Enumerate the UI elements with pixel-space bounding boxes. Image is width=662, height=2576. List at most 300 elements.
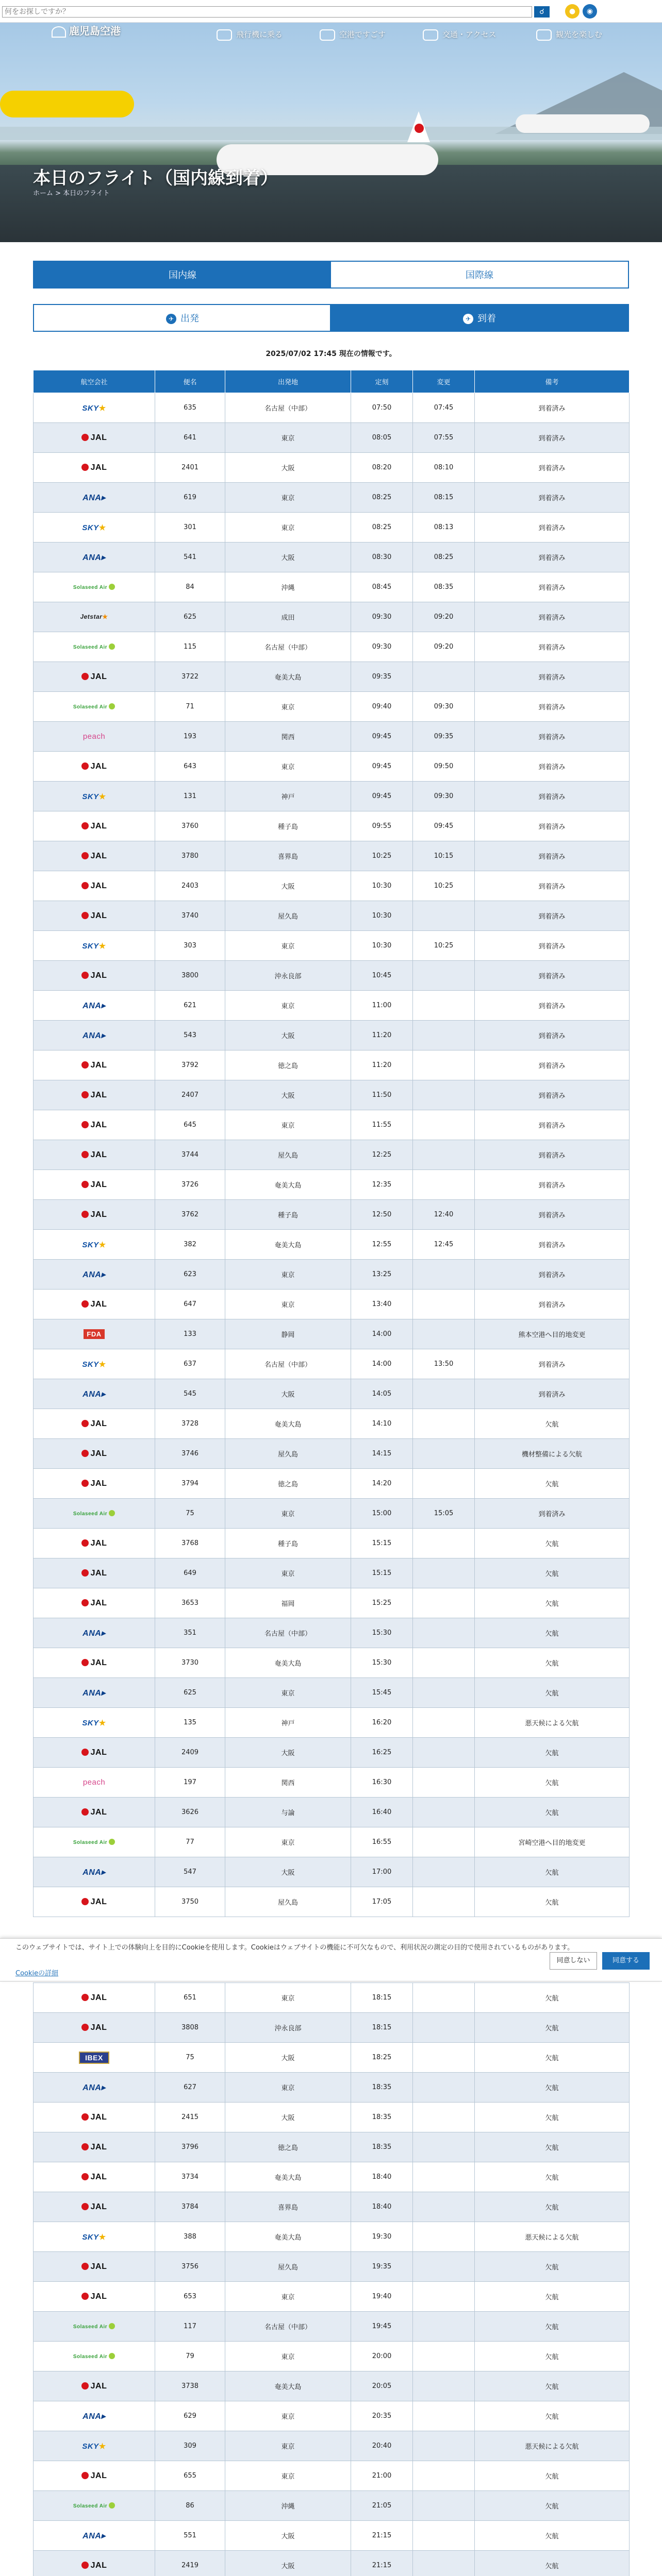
- table-row: [34, 692, 630, 722]
- origin-cell: 東京: [225, 2073, 351, 2103]
- flight-number-cell: 75: [155, 1499, 225, 1529]
- remarks-cell: 欠航: [475, 1798, 630, 1827]
- remarks-cell: 到着済み: [475, 1170, 630, 1200]
- origin-cell: 徳之島: [225, 1050, 351, 1080]
- changed-time-cell: 13:50: [413, 1349, 475, 1379]
- changed-time-cell: 08:13: [413, 513, 475, 543]
- solaseed-logo-icon: Solaseed Air: [73, 584, 115, 590]
- jal-logo-icon: JAL: [81, 2292, 107, 2301]
- origin-cell: 奄美大島: [225, 1230, 351, 1260]
- ana-logo-icon: ANA▸: [82, 1001, 106, 1010]
- origin-cell: 種子島: [225, 1529, 351, 1558]
- airline-cell: [34, 1080, 155, 1110]
- table-row: [34, 1887, 630, 1917]
- scheduled-time-cell: 18:40: [351, 2162, 413, 2192]
- scheduled-time-cell: 12:55: [351, 1230, 413, 1260]
- flight-number-cell: 653: [155, 2282, 225, 2312]
- remarks-cell: 欠航: [475, 2282, 630, 2312]
- airline-cell: [34, 2551, 155, 2576]
- remarks-cell: 欠航: [475, 2342, 630, 2371]
- scheduled-time-cell: 09:45: [351, 782, 413, 811]
- scheduled-time-cell: 08:05: [351, 423, 413, 453]
- scheduled-time-cell: 11:00: [351, 991, 413, 1021]
- changed-time-cell: [413, 2043, 475, 2073]
- changed-time-cell: [413, 2282, 475, 2312]
- col-changed: 変更: [413, 370, 475, 393]
- flight-number-cell: 541: [155, 543, 225, 572]
- airline-cell: [34, 483, 155, 513]
- remarks-cell: 宮崎空港へ目的地変更: [475, 1827, 630, 1857]
- remarks-cell: 欠航: [475, 1558, 630, 1588]
- remarks-cell: 欠航: [475, 2521, 630, 2551]
- solaseed-logo-icon: Solaseed Air: [73, 2353, 115, 2360]
- airline-cell: [34, 1409, 155, 1439]
- site-logo[interactable]: [52, 23, 121, 38]
- remarks-cell: 到着済み: [475, 1050, 630, 1080]
- table-row: [34, 811, 630, 841]
- table-row: [34, 1021, 630, 1050]
- table-row: [34, 1290, 630, 1319]
- breadcrumb[interactable]: ホーム > 本日のフライト: [33, 190, 110, 197]
- direction-tabs: [33, 304, 629, 332]
- origin-cell: 大阪: [225, 2521, 351, 2551]
- airline-cell: [34, 1798, 155, 1827]
- remarks-cell: 到着済み: [475, 453, 630, 483]
- airline-cell: [34, 2461, 155, 2491]
- table-row: [34, 393, 630, 423]
- changed-time-cell: [413, 1290, 475, 1319]
- origin-cell: 福岡: [225, 1588, 351, 1618]
- scheduled-time-cell: 19:35: [351, 2252, 413, 2282]
- jal-logo-icon: JAL: [81, 1061, 107, 1070]
- remarks-cell: 悪天候による欠航: [475, 2431, 630, 2461]
- table-row: [34, 901, 630, 931]
- jal-logo-icon: JAL: [81, 2561, 107, 2570]
- tab-international[interactable]: [330, 261, 629, 289]
- scheduled-time-cell: 15:45: [351, 1678, 413, 1708]
- tab-arrivals[interactable]: [330, 304, 629, 332]
- ana-logo-icon: ANA▸: [82, 2083, 106, 2092]
- airline-cell: [34, 2043, 155, 2073]
- remarks-cell: 到着済み: [475, 1290, 630, 1319]
- tab-international-label: 国際線: [466, 270, 493, 281]
- airline-cell: [34, 2073, 155, 2103]
- origin-cell: 名古屋（中部）: [225, 2312, 351, 2342]
- jal-logo-icon: JAL: [81, 971, 107, 980]
- table-row: [34, 543, 630, 572]
- table-row: [34, 513, 630, 543]
- jal-logo-icon: JAL: [81, 1993, 107, 2003]
- remarks-cell: 到着済み: [475, 1499, 630, 1529]
- scheduled-time-cell: 14:00: [351, 1349, 413, 1379]
- changed-time-cell: [413, 2371, 475, 2401]
- table-row: [34, 423, 630, 453]
- jal-logo-icon: JAL: [81, 433, 107, 443]
- remarks-cell: 欠航: [475, 1887, 630, 1917]
- jal-logo-icon: JAL: [81, 1449, 107, 1459]
- flight-number-cell: 655: [155, 2461, 225, 2491]
- flight-number-cell: 351: [155, 1618, 225, 1648]
- remarks-cell: 到着済み: [475, 543, 630, 572]
- scheduled-time-cell: 21:15: [351, 2551, 413, 2576]
- origin-cell: 屋久島: [225, 1439, 351, 1469]
- airline-cell: [34, 1827, 155, 1857]
- airline-cell: [34, 1499, 155, 1529]
- origin-cell: 関西: [225, 722, 351, 752]
- updated-timestamp: 2025/07/02 17:45 現在の情報です。: [266, 350, 396, 358]
- origin-cell: 大阪: [225, 2551, 351, 2576]
- scheduled-time-cell: 16:30: [351, 1768, 413, 1798]
- scheduled-time-cell: 21:05: [351, 2491, 413, 2521]
- remarks-cell: 到着済み: [475, 1349, 630, 1379]
- airline-cell: [34, 752, 155, 782]
- flight-number-cell: 3746: [155, 1439, 225, 1469]
- col-airline: 航空会社: [34, 370, 155, 393]
- flight-number-cell: 625: [155, 1678, 225, 1708]
- table-row: [34, 752, 630, 782]
- page-title: 本日のフライト（国内線到着）: [33, 168, 278, 189]
- origin-cell: 屋久島: [225, 901, 351, 931]
- airline-cell: [34, 2252, 155, 2282]
- flight-number-cell: 623: [155, 1260, 225, 1290]
- jal-logo-icon: JAL: [81, 2023, 107, 2032]
- origin-cell: 東京: [225, 483, 351, 513]
- flight-number-cell: 3780: [155, 841, 225, 871]
- nav-fly[interactable]: [217, 29, 283, 49]
- jal-logo-icon: JAL: [81, 2382, 107, 2391]
- remarks-cell: 熊本空港へ目的地変更: [475, 1319, 630, 1349]
- origin-cell: 喜界島: [225, 2192, 351, 2222]
- scheduled-time-cell: 10:45: [351, 961, 413, 991]
- cookie-details-link[interactable]: Cookieの詳細: [15, 1970, 59, 1977]
- table-row: [34, 602, 630, 632]
- departure-icon: ✈: [166, 314, 176, 324]
- table-row: [34, 2192, 630, 2222]
- jal-logo-icon: JAL: [81, 1150, 107, 1160]
- hero-tail-logo: [415, 124, 424, 133]
- cookie-banner: [0, 1938, 662, 1981]
- search-button[interactable]: [534, 6, 550, 18]
- origin-cell: 成田: [225, 602, 351, 632]
- accessibility-icon[interactable]: ◉: [583, 4, 597, 19]
- changed-time-cell: [413, 961, 475, 991]
- table-row: [34, 2342, 630, 2371]
- airline-cell: [34, 1469, 155, 1499]
- flight-number-cell: 651: [155, 1983, 225, 2013]
- remarks-cell: 到着済み: [475, 991, 630, 1021]
- origin-cell: 東京: [225, 752, 351, 782]
- scheduled-time-cell: 14:05: [351, 1379, 413, 1409]
- jal-logo-icon: JAL: [81, 672, 107, 682]
- jal-logo-icon: JAL: [81, 1539, 107, 1548]
- airline-cell: [34, 811, 155, 841]
- scheduled-time-cell: 14:10: [351, 1409, 413, 1439]
- table-row: [34, 1170, 630, 1200]
- airline-cell: [34, 692, 155, 722]
- flight-number-cell: 3734: [155, 2162, 225, 2192]
- changed-time-cell: [413, 1887, 475, 1917]
- origin-cell: 東京: [225, 931, 351, 961]
- flight-number-cell: 545: [155, 1379, 225, 1409]
- cookie-accept-button[interactable]: 同意する: [602, 1952, 650, 1970]
- ana-logo-icon: ANA▸: [82, 1688, 106, 1698]
- sky-logo-icon: SKY★: [82, 403, 106, 413]
- scheduled-time-cell: 10:30: [351, 871, 413, 901]
- changed-time-cell: [413, 1798, 475, 1827]
- remarks-cell: 欠航: [475, 1618, 630, 1648]
- scheduled-time-cell: 16:20: [351, 1708, 413, 1738]
- remarks-cell: 欠航: [475, 1648, 630, 1678]
- flight-number-cell: 619: [155, 483, 225, 513]
- flight-number-cell: 551: [155, 2521, 225, 2551]
- solaseed-logo-icon: Solaseed Air: [73, 1510, 115, 1517]
- scheduled-time-cell: 20:35: [351, 2401, 413, 2431]
- changed-time-cell: 09:35: [413, 722, 475, 752]
- remarks-cell: 到着済み: [475, 692, 630, 722]
- tab-departures[interactable]: [33, 304, 332, 332]
- nav-sightseeing[interactable]: [536, 29, 602, 49]
- remarks-cell: 欠航: [475, 2043, 630, 2073]
- changed-time-cell: [413, 1983, 475, 2013]
- airline-cell: [34, 632, 155, 662]
- airline-cell: [34, 1050, 155, 1080]
- origin-cell: 神戸: [225, 1708, 351, 1738]
- changed-time-cell: [413, 2132, 475, 2162]
- scheduled-time-cell: 09:45: [351, 752, 413, 782]
- origin-cell: 東京: [225, 1110, 351, 1140]
- airline-cell: [34, 1708, 155, 1738]
- airline-cell: [34, 1618, 155, 1648]
- scheduled-time-cell: 08:30: [351, 543, 413, 572]
- flight-number-cell: 3796: [155, 2132, 225, 2162]
- remarks-cell: 到着済み: [475, 662, 630, 692]
- table-row: [34, 1140, 630, 1170]
- airline-cell: [34, 2013, 155, 2043]
- scheduled-time-cell: 20:40: [351, 2431, 413, 2461]
- airline-cell: [34, 1678, 155, 1708]
- remarks-cell: 欠航: [475, 1738, 630, 1768]
- origin-cell: 大阪: [225, 871, 351, 901]
- airline-cell: [34, 782, 155, 811]
- table-row: [34, 572, 630, 602]
- scheduled-time-cell: 14:00: [351, 1319, 413, 1349]
- changed-time-cell: [413, 1708, 475, 1738]
- airline-cell: [34, 2342, 155, 2371]
- table-row: [34, 1618, 630, 1648]
- site-logo-text: 鹿児島空港: [69, 25, 121, 37]
- origin-cell: 奄美大島: [225, 1409, 351, 1439]
- table-row: [34, 453, 630, 483]
- changed-time-cell: 09:30: [413, 782, 475, 811]
- remarks-cell: 到着済み: [475, 393, 630, 423]
- scheduled-time-cell: 18:35: [351, 2132, 413, 2162]
- table-row: [34, 483, 630, 513]
- flight-number-cell: 2407: [155, 1080, 225, 1110]
- flight-number-cell: 3722: [155, 662, 225, 692]
- nav-stay[interactable]: [320, 29, 386, 49]
- nav-stay-label: 空港ですごす: [339, 30, 386, 39]
- search-input[interactable]: [2, 6, 532, 18]
- flight-number-cell: 193: [155, 722, 225, 752]
- jal-logo-icon: JAL: [81, 2143, 107, 2152]
- flight-number-cell: 3762: [155, 1200, 225, 1230]
- jal-logo-icon: JAL: [81, 1210, 107, 1219]
- jal-logo-icon: JAL: [81, 2113, 107, 2122]
- remarks-cell: 到着済み: [475, 602, 630, 632]
- origin-cell: 屋久島: [225, 1140, 351, 1170]
- origin-cell: 奄美大島: [225, 662, 351, 692]
- scheduled-time-cell: 10:30: [351, 901, 413, 931]
- changed-time-cell: [413, 1768, 475, 1798]
- cookie-text: このウェブサイトでは、サイト上での体験向上を目的にCookieを使用します。Cookieはウェブサイトの機能に不可欠なもので、利用状況の測定の目的で使用されているものがあります。: [15, 1944, 574, 1952]
- flight-number-cell: 3760: [155, 811, 225, 841]
- changed-time-cell: [413, 1529, 475, 1558]
- remarks-cell: 到着済み: [475, 1021, 630, 1050]
- table-row: [34, 1200, 630, 1230]
- origin-cell: 東京: [225, 1558, 351, 1588]
- table-row: [34, 871, 630, 901]
- airplane-icon: [217, 29, 232, 41]
- airline-cell: [34, 2282, 155, 2312]
- flight-number-cell: 2419: [155, 2551, 225, 2576]
- origin-cell: 大阪: [225, 543, 351, 572]
- origin-cell: 徳之島: [225, 1469, 351, 1499]
- flight-number-cell: 627: [155, 2073, 225, 2103]
- cookie-deny-button[interactable]: 同意しない: [550, 1952, 597, 1970]
- jal-logo-icon: JAL: [81, 1419, 107, 1429]
- origin-cell: 沖縄: [225, 572, 351, 602]
- airline-cell: [34, 2103, 155, 2132]
- remarks-cell: 欠航: [475, 1678, 630, 1708]
- origin-cell: 奄美大島: [225, 2222, 351, 2252]
- ana-logo-icon: ANA▸: [82, 2531, 106, 2540]
- table-row: [34, 1260, 630, 1290]
- changed-time-cell: [413, 2461, 475, 2491]
- region-tabs: [33, 261, 629, 289]
- tab-departures-label: 出発: [180, 313, 199, 324]
- airline-cell: [34, 991, 155, 1021]
- origin-cell: 東京: [225, 423, 351, 453]
- airline-cell: [34, 2132, 155, 2162]
- changed-time-cell: 09:20: [413, 602, 475, 632]
- nav-access[interactable]: [423, 29, 496, 49]
- scheduled-time-cell: 15:30: [351, 1618, 413, 1648]
- table-row: [34, 991, 630, 1021]
- airline-cell: [34, 2491, 155, 2521]
- airline-cell: [34, 513, 155, 543]
- origin-cell: 奄美大島: [225, 2162, 351, 2192]
- airline-cell: [34, 1768, 155, 1798]
- remarks-cell: 悪天候による欠航: [475, 2222, 630, 2252]
- table-row: [34, 961, 630, 991]
- table-row: [34, 1379, 630, 1409]
- flight-number-cell: 3750: [155, 1887, 225, 1917]
- origin-cell: 東京: [225, 1290, 351, 1319]
- solaseed-logo-icon: Solaseed Air: [73, 2323, 115, 2330]
- remarks-cell: 欠航: [475, 2073, 630, 2103]
- airline-cell: [34, 543, 155, 572]
- origin-cell: 奄美大島: [225, 1170, 351, 1200]
- origin-cell: 東京: [225, 1260, 351, 1290]
- changed-time-cell: 08:10: [413, 453, 475, 483]
- changed-time-cell: [413, 1050, 475, 1080]
- jal-logo-icon: JAL: [81, 2202, 107, 2212]
- airline-cell: [34, 1738, 155, 1768]
- table-row: [34, 782, 630, 811]
- airline-cell: [34, 1379, 155, 1409]
- table-row: [34, 1678, 630, 1708]
- origin-cell: 奄美大島: [225, 1648, 351, 1678]
- changed-time-cell: 12:45: [413, 1230, 475, 1260]
- jal-logo-icon: JAL: [81, 1300, 107, 1309]
- table-row: [34, 2491, 630, 2521]
- jal-logo-icon: JAL: [81, 911, 107, 921]
- origin-cell: 神戸: [225, 782, 351, 811]
- remarks-cell: 到着済み: [475, 931, 630, 961]
- remarks-cell: 到着済み: [475, 1379, 630, 1409]
- jal-logo-icon: JAL: [81, 1180, 107, 1190]
- airline-cell: [34, 1857, 155, 1887]
- changed-time-cell: [413, 1827, 475, 1857]
- table-row: [34, 1319, 630, 1349]
- sky-logo-icon: SKY★: [82, 523, 106, 532]
- airline-cell: [34, 662, 155, 692]
- flight-number-cell: 77: [155, 1827, 225, 1857]
- tab-domestic[interactable]: [33, 261, 332, 289]
- hero-plane-left: [0, 91, 134, 117]
- scheduled-time-cell: 08:45: [351, 572, 413, 602]
- sky-logo-icon: SKY★: [82, 2442, 106, 2451]
- scheduled-time-cell: 15:00: [351, 1499, 413, 1529]
- changed-time-cell: [413, 1379, 475, 1409]
- table-row: [34, 2461, 630, 2491]
- scheduled-time-cell: 16:40: [351, 1798, 413, 1827]
- table-row: [34, 2162, 630, 2192]
- airline-cell: [34, 1110, 155, 1140]
- flight-number-cell: 303: [155, 931, 225, 961]
- scheduled-time-cell: 14:20: [351, 1469, 413, 1499]
- remarks-cell: 到着済み: [475, 572, 630, 602]
- airline-cell: [34, 2222, 155, 2252]
- origin-cell: 沖永良部: [225, 2013, 351, 2043]
- table-row: [34, 2252, 630, 2282]
- airline-cell: [34, 1290, 155, 1319]
- logo-mark-icon: [52, 26, 66, 38]
- origin-cell: 大阪: [225, 1080, 351, 1110]
- origin-cell: 大阪: [225, 1021, 351, 1050]
- changed-time-cell: [413, 901, 475, 931]
- changed-time-cell: [413, 1439, 475, 1469]
- tab-domestic-label: 国内線: [169, 270, 196, 281]
- changed-time-cell: [413, 2222, 475, 2252]
- language-icon[interactable]: ●: [565, 4, 580, 19]
- remarks-cell: 到着済み: [475, 841, 630, 871]
- flight-number-cell: 621: [155, 991, 225, 1021]
- table-row: [34, 1230, 630, 1260]
- jetstar-logo-icon: Jetstar★: [80, 613, 108, 620]
- origin-cell: 屋久島: [225, 1887, 351, 1917]
- arrival-icon: ✈: [463, 314, 473, 324]
- remarks-cell: 欠航: [475, 1529, 630, 1558]
- table-row: [34, 931, 630, 961]
- origin-cell: 東京: [225, 2461, 351, 2491]
- scheduled-time-cell: 18:15: [351, 2013, 413, 2043]
- table-row: [34, 1827, 630, 1857]
- nav-fly-label: 飛行機に乗る: [236, 30, 283, 39]
- flight-number-cell: 547: [155, 1857, 225, 1887]
- solaseed-logo-icon: Solaseed Air: [73, 703, 115, 710]
- airline-cell: [34, 901, 155, 931]
